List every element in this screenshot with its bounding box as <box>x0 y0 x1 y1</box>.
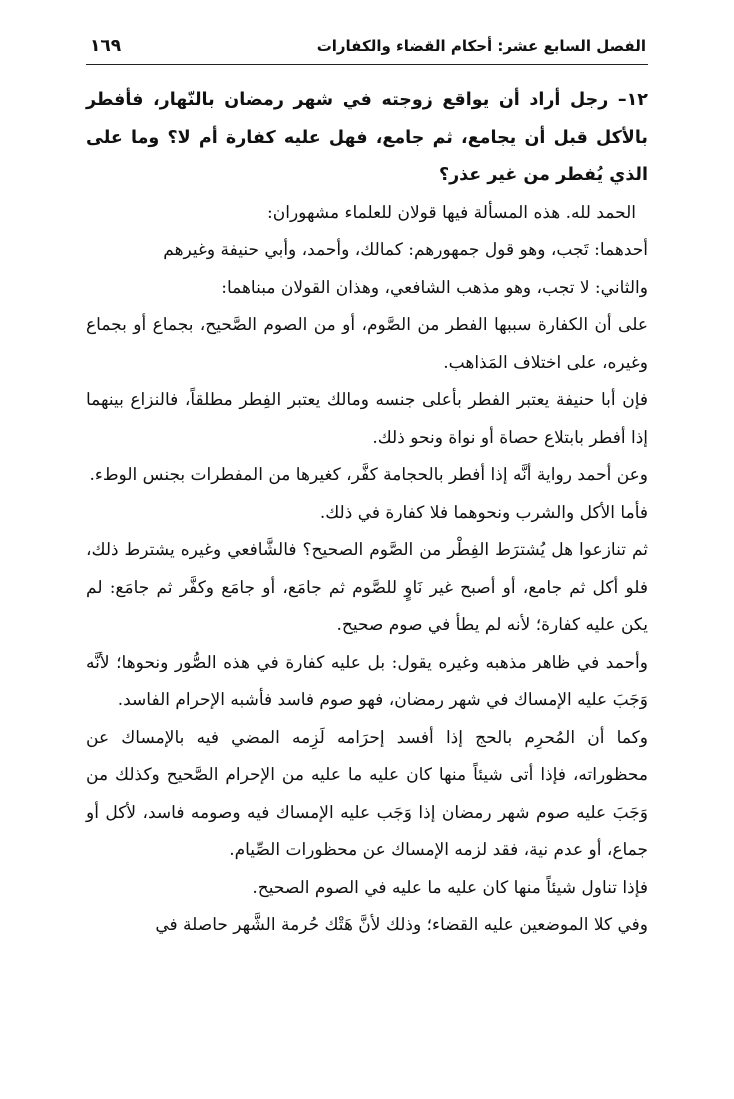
paragraph: وعن أحمد رواية أنَّه إذا أفطر بالحجامة كفَّر، كغيرها من المفطرات بجنس الوطء. <box>89 465 648 485</box>
paragraph: فإن أبا حنيفة يعتبر الفطر بأعلى جنسه ومالك يعتبر الفِطر مطلقاً، فالنزاع بينهما إذا أفطر بابتلاع حصاة أو نواة ونحو ذلك. <box>86 390 648 448</box>
page-header <box>86 34 648 65</box>
paragraph: ثم تنازعوا هل يُشترَط الفِطْر من الصَّوم الصحيح؟ فالشَّافعي وغيره يشترط ذلك، فلو أكل ثم جامع، أو أصبح غير نَاوٍ للصَّوم ثم جامَع، أو جامَع وكفَّر ثم جامَع: لم يكن عليه كفارة؛ لأنه لم يطأ في صوم صحيح. <box>86 540 648 635</box>
paragraph: وفي كلا الموضعين عليه القضاء؛ وذلك لأنَّ هَتْك حُرمة الشَّهر حاصلة في <box>155 915 648 935</box>
paragraph: فإذا تناول شيئاً منها كان عليه ما عليه في الصوم الصحيح. <box>252 877 648 898</box>
paragraph: فأما الأكل والشرب ونحوهما فلا كفارة في ذلك. <box>319 502 648 523</box>
running-title: الفصل السابع عشر: أحكام القضاء والكفارات <box>316 37 646 55</box>
paragraph: والثاني: لا تجب، وهو مذهب الشافعي، وهذان القولان مبناهما: <box>221 277 648 298</box>
paragraph: أحدهما: تَجب، وهو قول جمهورهم: كمالك، وأحمد، وأبي حنيفة وغيرهم <box>163 240 648 260</box>
body-text <box>86 82 648 945</box>
paragraph: الحمد لله. هذه المسألة فيها قولان للعلماء مشهوران: <box>267 202 636 223</box>
paragraph: وأحمد في ظاهر مذهبه وغيره يقول: بل عليه كفارة في هذه الصُّور ونحوها؛ لأنَّه وَجَبَ عليه الإمساك في شهر رمضان، فهو صوم فاسد فأشبه الإحرام الفاسد. <box>86 652 648 710</box>
question-paragraph: ١٢– رجل أراد أن يواقع زوجته في شهر رمضان بالنّهار، فأفطر بالأكل قبل أن يجامع، ثم جامع، فهل عليه كفارة أم لا؟ وما على الذي يُفطر من غير عذر؟ <box>86 90 648 185</box>
paragraph: على أن الكفارة سببها الفطر من الصَّوم، أو من الصوم الصَّحيح، بجماع أو بجماع وغيره، على اختلاف المَذاهب. <box>86 315 648 373</box>
paragraph: وكما أن المُحرِم بالحج إذا أفسد إحرَامه لَزِمه المضي فيه بالإمساك عن محظوراته، فإذا أتى شيئاً منها كان عليه ما عليه من الإحرام الصَّحيح وكذلك من وَجَبَ عليه صوم شهر رمضان إذا وَجَب عليه الإمساك فيه وصومه فاسد، لأكل أو جماع، أو عدم نية، فقد لزمه الإمساك عن محظورات الصِّيام. <box>86 727 648 860</box>
page-number: ١٦٩ <box>90 36 122 56</box>
